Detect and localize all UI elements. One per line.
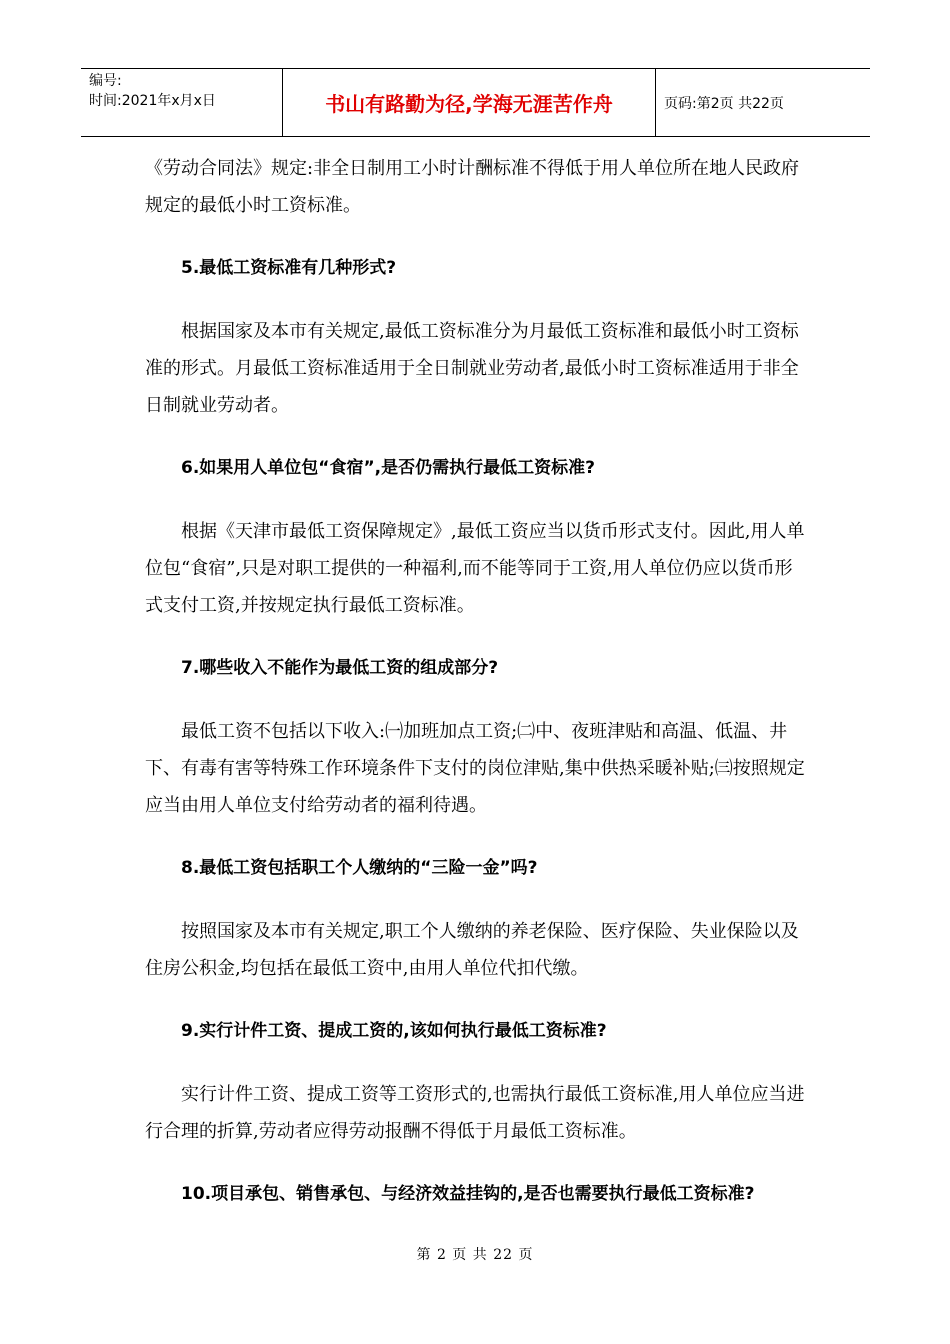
header-meta: [81, 69, 282, 136]
heading-q8: 8.最低工资包括职工个人缴纳的“三险一金”吗?: [181, 858, 538, 878]
heading-q6: 6.如果用人单位包“食宿”,是否仍需执行最低工资标准?: [181, 458, 595, 478]
document-body: [145, 150, 805, 1213]
heading-q9: 9.实行计件工资、提成工资的,该如何执行最低工资标准?: [181, 1021, 607, 1041]
page-footer: 第 2 页 共 22 页: [416, 1247, 534, 1263]
paragraph-a7: 最低工资不包括以下收入:㈠加班加点工资;㈡中、夜班津贴和高温、低温、井下、有毒有害等特殊工作环境条件下支付的岗位津贴,集中供热采暖补贴;㈢按照规定应当由用人单位支付给劳动者的福利待遇。: [145, 721, 805, 816]
heading-q5: 5.最低工资标准有几种形式?: [181, 258, 397, 278]
paragraph-a8: 按照国家及本市有关规定,职工个人缴纳的养老保险、医疗保险、失业保险以及住房公积金,均包括在最低工资中,由用人单位代扣代缴。: [145, 921, 799, 979]
code-label: 编号:: [89, 73, 122, 89]
paragraph-a5: 根据国家及本市有关规定,最低工资标准分为月最低工资标准和最低小时工资标准的形式。月最低工资标准适用于全日制就业劳动者,最低小时工资标准适用于非全日制就业劳动者。: [145, 321, 799, 416]
page-header: [81, 68, 870, 137]
paragraph-intro: 《劳动合同法》规定:非全日制用工小时计酬标准不得低于用人单位所在地人民政府规定的最低小时工资标准。: [145, 158, 800, 216]
header-motto: 书山有路勤为径,学海无涯苦作舟: [282, 69, 656, 136]
paragraph-a6: 根据《天津市最低工资保障规定》,最低工资应当以货币形式支付。因此,用人单位包“食宿”,只是对职工提供的一种福利,而不能等同于工资,用人单位仍应以货币形式支付工资,并按规定执行最低工资标准。: [145, 521, 805, 616]
heading-q10: 10.项目承包、销售承包、与经济效益挂钩的,是否也需要执行最低工资标准?: [181, 1184, 755, 1204]
time-label: 时间:2021年x月x日: [89, 93, 216, 109]
header-page-info: 页码:第2页 共22页: [664, 95, 784, 112]
heading-q7: 7.哪些收入不能作为最低工资的组成部分?: [181, 658, 499, 678]
paragraph-a9: 实行计件工资、提成工资等工资形式的,也需执行最低工资标准,用人单位应当进行合理的折算,劳动者应得劳动报酬不得低于月最低工资标准。: [145, 1084, 805, 1142]
